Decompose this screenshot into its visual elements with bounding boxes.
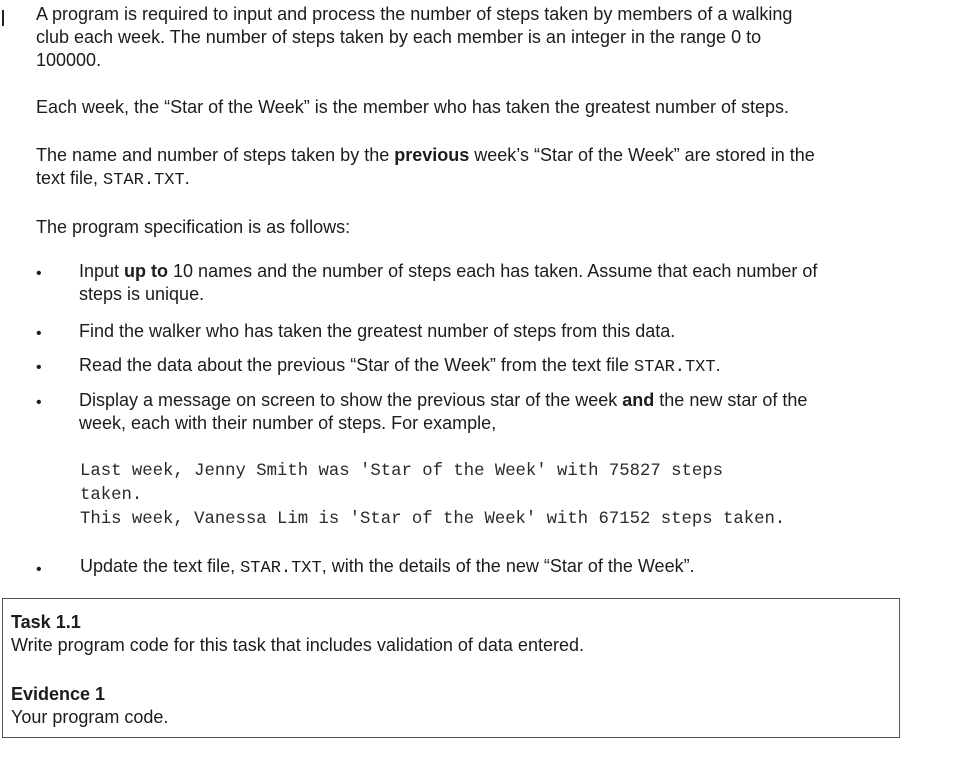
intro-line-1: A program is required to input and process the number of steps taken by members of a walking xyxy=(36,4,793,24)
intro-line-3: 100000. xyxy=(36,50,102,70)
bullet-text: Update the text file, xyxy=(80,556,241,576)
prev-info-bold: previous xyxy=(394,145,470,165)
star-definition: Each week, the “Star of the Week” is the member who has taken the greatest number of steps. xyxy=(36,97,790,117)
intro-line-2: club each week. The number of steps taken by each member is an integer in the range 0 to xyxy=(36,27,762,47)
evidence-title xyxy=(11,683,105,706)
prev-info-line2: text file, xyxy=(36,168,104,188)
prev-info-text-end: week’s “Star of the Week” are stored in the xyxy=(469,145,815,165)
bullet-marker: • xyxy=(36,325,42,342)
bullet-item-read xyxy=(79,354,909,379)
bullet-text: week, each with their number of steps. For example, xyxy=(79,413,497,433)
bullet-marker: • xyxy=(36,394,42,411)
intro-paragraph xyxy=(36,3,916,72)
filename-code: STAR.TXT xyxy=(633,358,716,377)
previous-star-paragraph xyxy=(36,144,916,192)
evidence-description: Your program code. xyxy=(11,707,169,727)
bullet-marker: • xyxy=(36,265,42,282)
bullet-marker: • xyxy=(36,561,42,578)
bullet-bold: and xyxy=(622,390,655,410)
prev-info-text: The name and number of steps taken by the xyxy=(36,145,395,165)
task-box xyxy=(2,598,900,738)
bullet-text: steps is unique. xyxy=(79,284,205,304)
filename-code: STAR.TXT xyxy=(103,171,185,190)
task-title-text: Task 1.1 xyxy=(11,612,81,632)
example-line-1: Last week, Jenny Smith was 'Star of the Week' with 75827 steps xyxy=(80,462,723,481)
bullet-item-display xyxy=(79,389,909,435)
margin-bar xyxy=(2,10,4,26)
bullet-item-update xyxy=(80,555,910,580)
bullet-item-find: Find the walker who has taken the greatest number of steps from this data. xyxy=(79,321,676,341)
spec-heading: The program specification is as follows: xyxy=(36,217,351,237)
filename-code: STAR.TXT xyxy=(240,559,322,578)
bullet-text: the new star of the xyxy=(654,390,808,410)
task-description: Write program code for this task that includes validation of data entered. xyxy=(11,635,584,655)
bullet-bold: up to xyxy=(124,261,169,281)
bullet-text: Input xyxy=(79,261,125,281)
example-line-2: taken. xyxy=(80,486,143,505)
evidence-title-text: Evidence 1 xyxy=(11,684,106,704)
bullet-text: Display a message on screen to show the previous star of the week xyxy=(79,390,623,410)
bullet-text: , with the details of the new “Star of the Week”. xyxy=(321,556,695,576)
bullet-text: 10 names and the number of steps each has taken. Assume that each number of xyxy=(168,261,818,281)
example-line-3: This week, Vanessa Lim is 'Star of the Week' with 67152 steps taken. xyxy=(80,510,786,529)
bullet-marker: • xyxy=(36,359,42,376)
bullet-item-input xyxy=(79,260,909,306)
example-output xyxy=(80,460,785,532)
bullet-text: . xyxy=(715,355,721,375)
bullet-text: Read the data about the previous “Star of the Week” from the text file xyxy=(79,355,634,375)
prev-info-period: . xyxy=(184,168,190,188)
task-title xyxy=(11,611,81,634)
